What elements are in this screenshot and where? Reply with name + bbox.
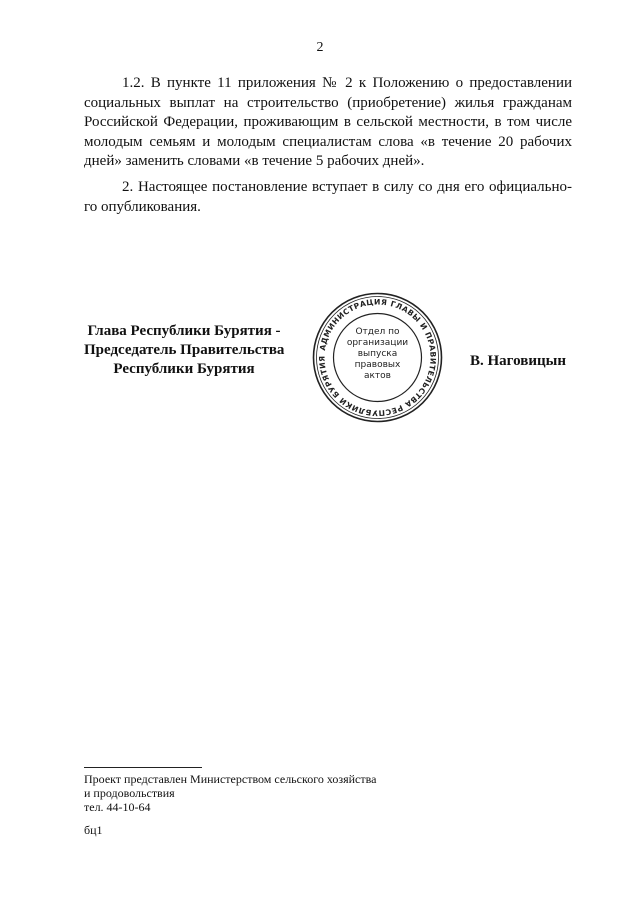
signatory-title — [84, 322, 284, 379]
seal-center-line: выпуска — [357, 349, 398, 359]
page-number: 2 — [316, 40, 324, 55]
footnote-line: Проект представлен Министерством сельского хозяйства — [84, 772, 377, 786]
document-code: бц1 — [84, 823, 103, 837]
signatory-title-line: Республики Бурятия — [113, 361, 255, 377]
paragraph-amendment: 1.2. В пункте 11 приложения № 2 к Положению о предоставлении социальных выплат на строительство (приобретение) жилья гражданам Российской Федерации, проживающим в сельской местности, в том числе молодым семьям и молодым специалистам слова «в течение 20 рабочих дней» заменить словами «в течение 5 рабочих дней». — [84, 75, 572, 169]
official-seal — [310, 290, 445, 425]
footnote — [84, 772, 376, 814]
footnote-line: тел. 44-10-64 — [84, 800, 151, 814]
signatory-title-line: Председатель Правительства — [84, 342, 285, 358]
seal-ring-text: АДМИНИСТРАЦИЯ ГЛАВЫ И ПРАВИТЕЛЬСТВА РЕСПУБЛИКИ БУРЯТИЯ — [317, 297, 438, 418]
footnote-line: и продовольствия — [84, 786, 175, 800]
signatory-title-line: Глава Республики Бурятия - — [87, 323, 281, 339]
seal-center-line: правовых — [354, 360, 401, 370]
signatory-name: В. Наговицын — [470, 353, 566, 369]
seal-center-line: актов — [363, 371, 392, 381]
paragraph-effective-date: 2. Настоящее постановление вступает в силу со дня его официально-го опубликования. — [84, 179, 572, 215]
seal-center-line: Отдел по — [355, 327, 400, 337]
footnote-divider — [84, 767, 202, 768]
seal-center-line: организации — [346, 338, 409, 348]
